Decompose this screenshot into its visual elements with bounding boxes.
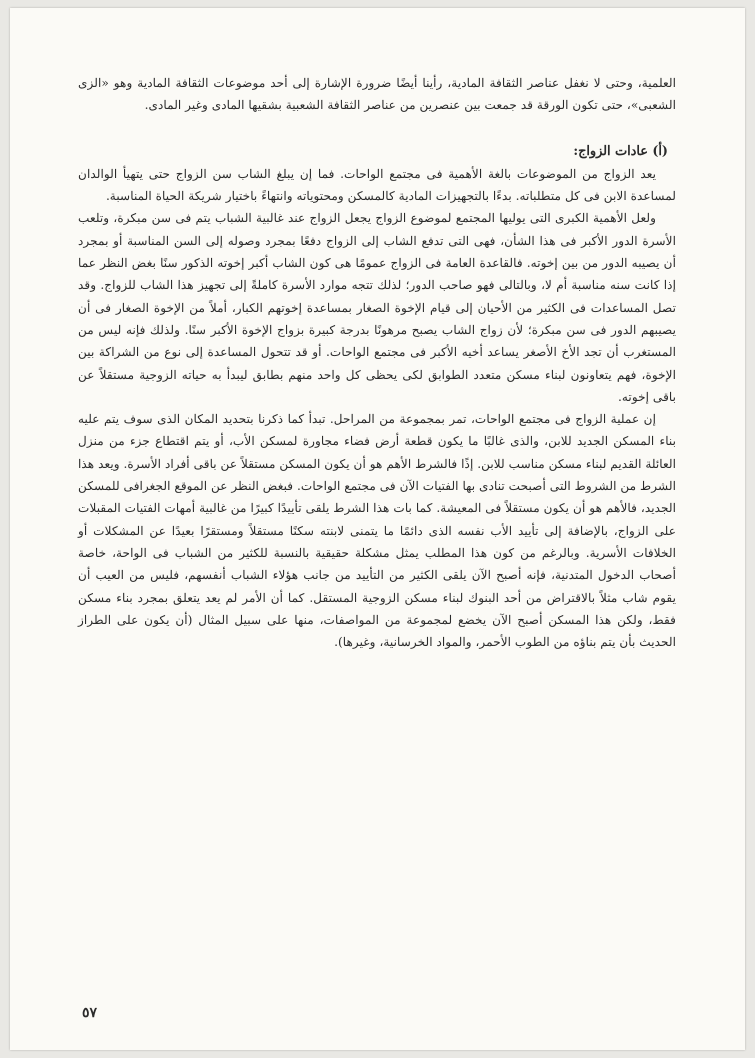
page-number: ٥٧ [82, 1005, 98, 1021]
body-paragraph-3: إن عملية الزواج فى مجتمع الواحات، تمر بمجموعة من المراحل. تبدأ كما ذكرنا بتحديد المكان الذى سوف يتم عليه بناء المسكن الجديد للابن، والذى غالبًا ما يكون قطعة أرض فضاء مجاورة لمسكن الأب، أو يتم اقتطاع جزء من منزل العائلة القديم لبناء مسكن مناسب للابن. إذًا فالشرط الأهم هو أن يكون المسكن مستقلاً عن باقى أفراد الأسرة. ويعد هذا الشرط من الشروط التى أصبحت تنادى بها الفتيات الآن فى مجتمع الواحات. فبغض النظر عن الموقع الجغرافى للمسكن الجديد، فالأهم هو أن يكون مستقلاً فى المعيشة. كما بات هذا الشرط يلقى تأييدًا كبيرًا من غالبية أمهات الفتيات المقبلات على الزواج، بالإضافة إلى تأييد الأب نفسه الذى دائمًا ما يتمنى لابنته سكنًا مستقلاً ومستقرًا بعيدًا عن المشكلات أو الخلافات الأسرية. وبالرغم من كون هذا المطلب يمثل مشكلة حقيقية بالنسبة للكثير من الشباب فى الواحة، خاصة أصحاب الدخول المتدنية، فإنه أصبح الآن يلقى الكثير من التأييد من جانب هؤلاء الشباب أنفسهم، فليس من العيب أن يقوم شاب مثلاً بالاقتراض من أحد البنوك لبناء مسكن الزوجية المستقل. كما أن الأمر لم يعد يتعلق بمجرد بناء مسكن فقط، ولكن هذا المسكن أصبح الآن يخضع لمجموعة من المواصفات، منها على سبيل المثال (أن يكون على الطراز الحديث بأن يتم بناؤه من الطوب الأحمر، والمواد الخرسانية، وغيرها). [78, 412, 676, 650]
body-paragraph-1: يعد الزواج من الموضوعات بالغة الأهمية فى مجتمع الواحات. فما إن يبلغ الشاب سن الزواج حتى يتهيأ الوالدان لمساعدة الابن فى كل متطلباته. بدءًا بالتجهيزات المادية كالمسكن ومحتوياته وانتهاءً باختيار شريكة الحياة المناسبة. [78, 166, 676, 204]
intro-paragraph: العلمية، وحتى لا نغفل عناصر الثقافة المادية، رأينا أيضًا ضرورة الإشارة إلى أحد موضوعات الثقافة المادية وهو «الزى الشعبى»، حتى تكون الورقة قد جمعت بين عنصرين من عناصر الثقافة الشعبية بشقيها المادى وغير المادى. [78, 76, 676, 113]
section-heading: (أ) عادات الزواج: [573, 143, 668, 159]
page-body [78, 72, 676, 653]
body-paragraph-2: ولعل الأهمية الكبرى التى يوليها المجتمع لموضوع الزواج يجعل الزواج عند غالبية الشباب يتم فى سن مبكرة، وتلعب الأسرة الدور الأكبر فى هذا الشأن، فهى التى تدفع الشاب إلى الزواج دفعًا بمجرد وصوله إلى السن المناسبة أو بمجرد أن يصيبه الدور من بين إخوته. فالقاعدة العامة فى الزواج عمومًا هى كون الشاب أكبر إخوته الذكور سنًا بغض النظر عما إذا كانت سنه مناسبة أم لا، وبالتالى فهو صاحب الدور؛ لذلك تتجه موارد الأسرة كاملةً إلى تجهيز هذا الشاب للزواج. وقد تصل المساعدات فى الكثير من الأحيان إلى قيام الإخوة الصغار بمساعدة إخوتهم الكبار، أملاً من الإخوة الصغار فى أن يصيبهم الدور فى سن مبكرة؛ لأن زواج الشاب يصبح مرهونًا بدرجة كبيرة بزواج الإخوة الأكبر سنًا. ولذلك فإنه ليس من المستغرب أن تجد الأخ الأصغر يساعد أخيه الأكبر فى مجتمع الواحات. أو قد تتحول المساعدة إلى نوع من الشراكة بين الإخوة، فهم يتعاونون لبناء مسكن متعدد الطوابق لكى يحظى كل واحد منهم بطابق ليبدأ به حياته الزوجية مستقلاً عن باقى إخوته. [78, 211, 676, 404]
document-page [10, 8, 745, 1050]
